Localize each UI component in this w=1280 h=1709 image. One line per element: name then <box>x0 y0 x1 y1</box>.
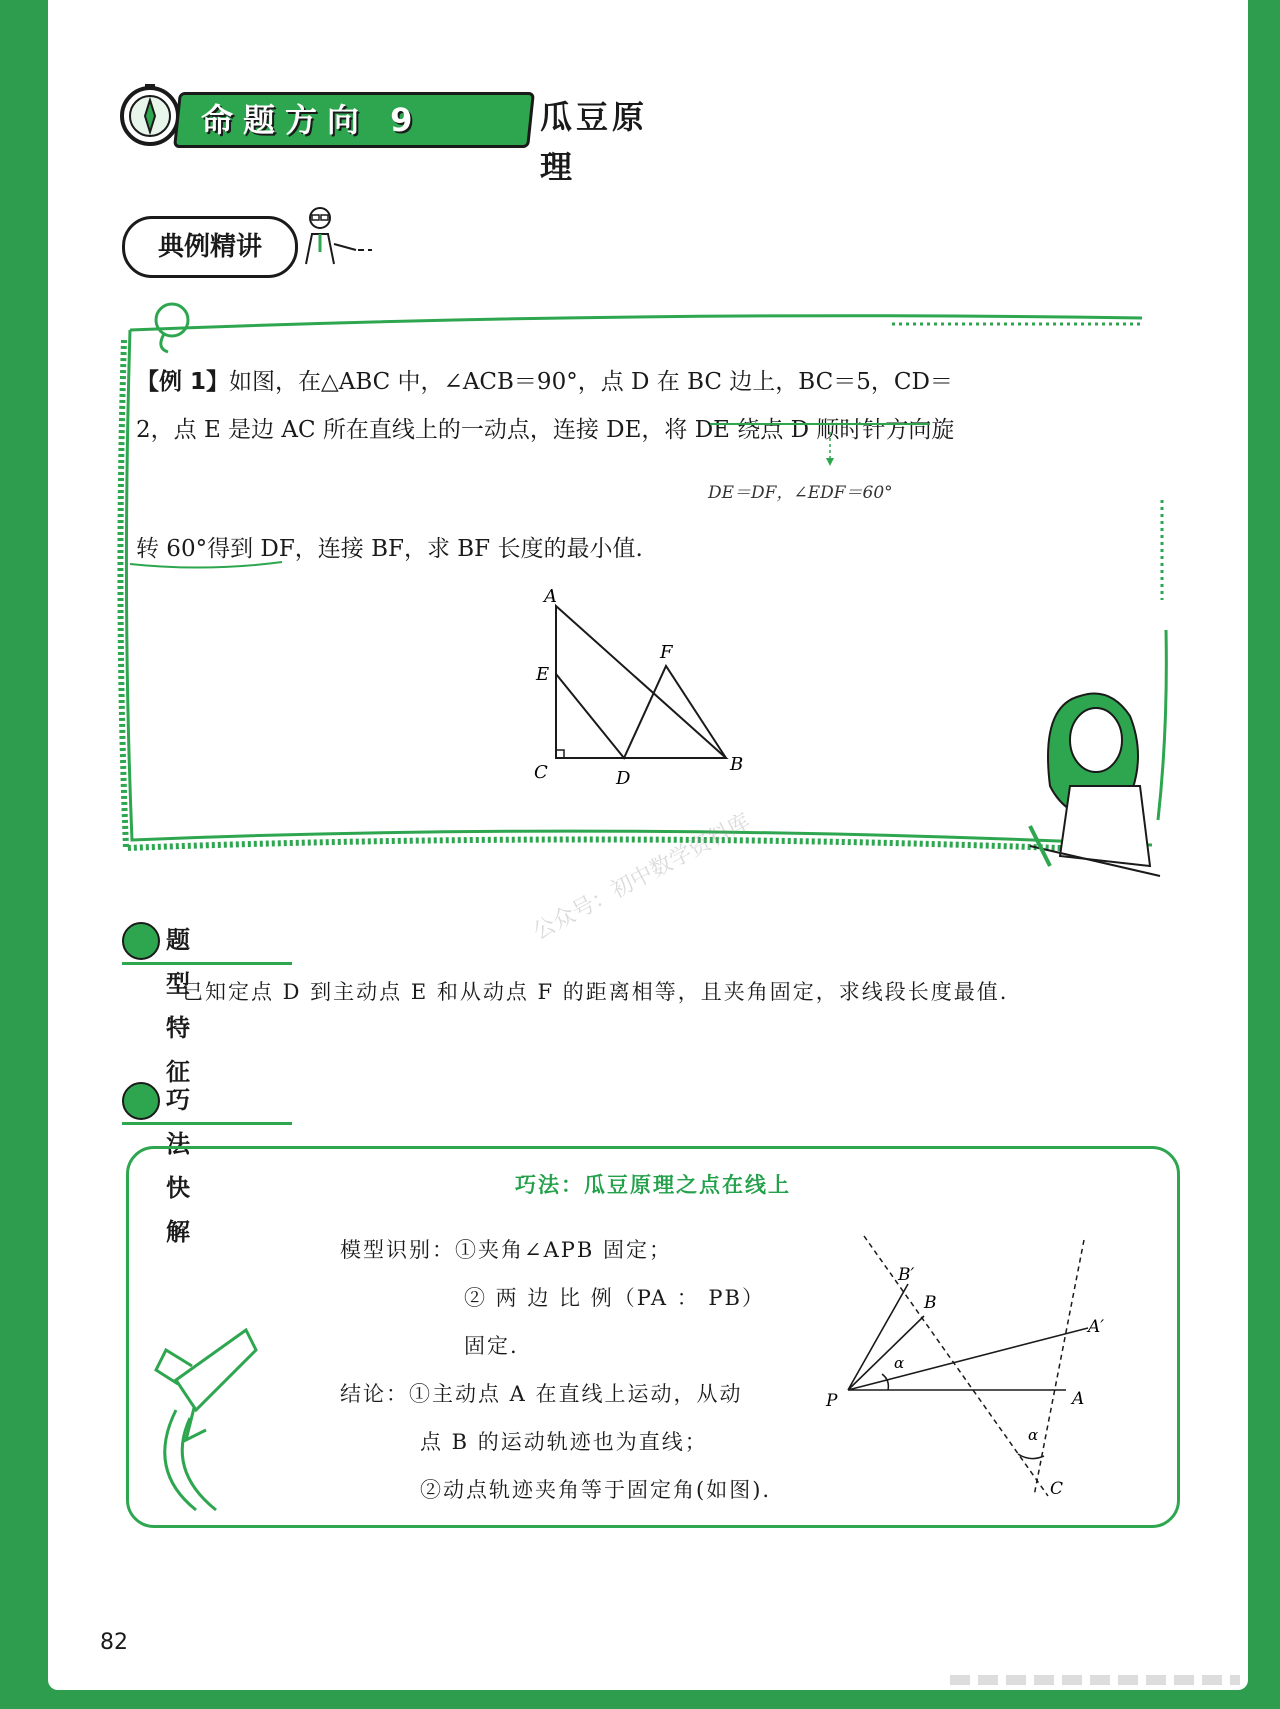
teacher-icon <box>296 204 376 268</box>
fig-alpha-2: α <box>1028 1426 1039 1444</box>
watermark: 公众号：初中数学资料库 <box>529 809 755 946</box>
chapter-header <box>118 82 678 186</box>
annotation-text: DE＝DF，∠EDF＝60° <box>708 483 893 503</box>
example-line-1: 如图，在△ABC 中，∠ACB＝90°，点 D 在 BC 边上，BC＝5，CD＝ <box>229 369 953 395</box>
model-2b: 固定. <box>464 1334 519 1358</box>
method-underline <box>122 1122 292 1125</box>
method-text <box>340 1226 840 1514</box>
example-label: 【例 1】 <box>136 369 230 395</box>
model-2: ② 两 边 比 例（PA ： PB） <box>464 1286 765 1310</box>
student-illustration <box>1010 676 1180 886</box>
example-line-3: 转 60°得到 DF，连接 BF，求 BF 长度的最小值. <box>136 536 643 562</box>
conclusion-1: ①主动点 A 在直线上运动，从动 <box>409 1382 743 1406</box>
model-label: 模型识别： <box>340 1238 455 1262</box>
example-line-2: 2，点 E 是边 AC 所在直线上的一动点，连接 DE，将 DE 绕点 D 顺时针方向旋 <box>136 417 955 443</box>
triangle-figure <box>520 584 760 804</box>
page-number: 82 <box>100 1630 128 1655</box>
note-icon <box>122 922 160 960</box>
fig-label-A-prime: A′ <box>1088 1317 1105 1337</box>
rocket-icon <box>136 1310 276 1520</box>
label-A: A <box>544 586 557 607</box>
feature-title: 题型特征 <box>166 926 190 1086</box>
chapter-banner <box>173 92 535 148</box>
conclusion-2: ②动点轨迹夹角等于固定角(如图). <box>420 1478 772 1502</box>
label-E: E <box>536 664 550 685</box>
banner-text: 命题方向 9 <box>201 101 423 139</box>
conclusion-1b: 点 B 的运动轨迹也为直线； <box>420 1430 708 1454</box>
method-title: 巧法快解 <box>166 1086 190 1246</box>
fig-label-A: A <box>1072 1389 1085 1409</box>
chapter-topic: 瓜豆原理 <box>540 98 649 186</box>
conclusion-label: 结论： <box>340 1382 409 1406</box>
fig-label-P: P <box>826 1391 838 1411</box>
example-pill: 典例精讲 <box>122 216 298 278</box>
rocket-badge-icon <box>122 1082 160 1120</box>
fig-label-B-prime: B′ <box>898 1265 915 1285</box>
model-1: ①夹角∠APB 固定； <box>455 1238 672 1262</box>
fig-alpha-1: α <box>894 1354 905 1372</box>
label-B: B <box>730 754 744 775</box>
feature-text: 已知定点 D 到主动点 E 和从动点 F 的距离相等，且夹角固定，求线段长度最值. <box>182 980 1009 1004</box>
label-C: C <box>534 762 548 783</box>
fig-label-B: B <box>924 1293 937 1313</box>
annotation-arrow <box>700 410 960 470</box>
method-figure <box>818 1230 1118 1500</box>
compass-icon <box>118 82 182 146</box>
feature-underline <box>122 962 292 965</box>
page-edge-decoration <box>950 1660 1240 1700</box>
method-box-title: 巧法：瓜豆原理之点在线上 <box>515 1173 791 1197</box>
fig-label-C: C <box>1050 1479 1064 1499</box>
underline-mark <box>126 558 286 572</box>
label-F: F <box>660 642 673 663</box>
label-D: D <box>616 768 631 789</box>
